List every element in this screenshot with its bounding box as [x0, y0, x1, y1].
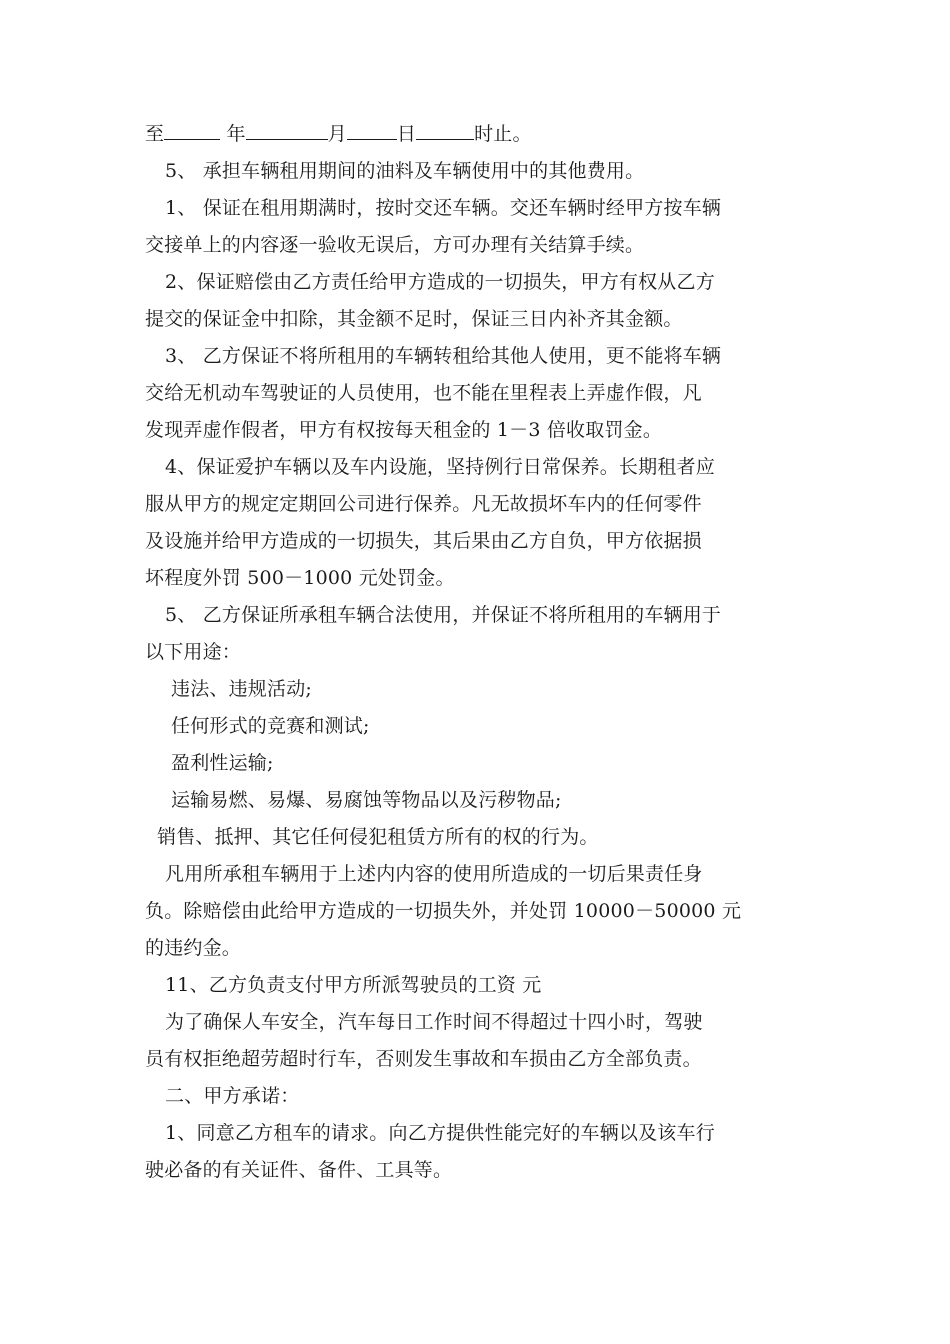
year-label: 年	[226, 123, 246, 145]
clause-maintenance: 4、保证爱护车辆以及车内设施，坚持例行日常保养。长期租者应	[165, 456, 715, 478]
clause-liability-cont-2: 的违约金。	[145, 937, 242, 959]
prohibited-use-item: 任何形式的竞赛和测试;	[171, 715, 370, 737]
clause-party-a-provide: 1、同意乙方租车的请求。向乙方提供性能完好的车辆以及该车行	[165, 1122, 715, 1144]
clause-driver-wages: 11、乙方负责支付甲方所派驾驶员的工资 元	[165, 974, 542, 996]
clause-return-vehicle: 1、 保证在租用期满时，按时交还车辆。交还车辆时经甲方按车辆	[165, 197, 722, 219]
clause-maintenance-cont-3: 坏程度外罚 500－1000 元处罚金。	[145, 567, 455, 589]
clause-no-sublease-cont-2: 发现弄虚作假者，甲方有权按每天租金的 1－3 倍收取罚金。	[145, 419, 663, 441]
month-label: 月	[327, 123, 347, 145]
clause-maintenance-cont-2: 及设施并给甲方造成的一切损失，其后果由乙方自负，甲方依据损	[145, 530, 702, 552]
clause-lawful-use: 5、 乙方保证所承租车辆合法使用，并保证不将所租用的车辆用于	[165, 604, 722, 626]
clause-party-a-provide-cont: 驶必备的有关证件、备件、工具等。	[145, 1159, 453, 1181]
date-range-line	[145, 116, 810, 153]
clause-compensation: 2、保证赔偿由乙方责任给甲方造成的一切损失，甲方有权从乙方	[165, 271, 715, 293]
clause-lawful-use-cont: 以下用途：	[145, 641, 242, 663]
day-blank	[347, 117, 397, 140]
clause-liability-cont-1: 负。除赔偿由此给甲方造成的一切损失外，并处罚 10000－50000 元	[145, 900, 742, 922]
prohibited-use-item: 运输易燃、易爆、易腐蚀等物品以及污秽物品;	[171, 789, 562, 811]
clause-liability: 凡用所承租车辆用于上述内内容的使用所造成的一切后果责任身	[165, 863, 703, 885]
date-prefix: 至	[145, 123, 165, 145]
month-blank	[246, 117, 328, 140]
clause-compensation-cont: 提交的保证金中扣除，其金额不足时，保证三日内补齐其金额。	[145, 308, 683, 330]
document-body	[145, 116, 810, 1189]
clause-work-hours: 为了确保人车安全，汽车每日工作时间不得超过十四小时，驾驶	[165, 1011, 703, 1033]
hour-blank	[416, 117, 474, 140]
prohibited-use-item: 盈利性运输;	[171, 752, 274, 774]
clause-return-vehicle-cont: 交接单上的内容逐一验收无误后，方可办理有关结算手续。	[145, 234, 645, 256]
prohibited-use-item: 违法、违规活动;	[171, 678, 313, 700]
day-label: 日	[396, 123, 417, 145]
clause-fuel-costs: 5、 承担车辆租用期间的油料及车辆使用中的其他费用。	[165, 160, 645, 182]
year-blank	[164, 117, 220, 140]
clause-work-hours-cont: 员有权拒绝超劳超时行车，否则发生事故和车损由乙方全部负责。	[145, 1048, 702, 1070]
date-suffix: 时止。	[474, 123, 532, 145]
prohibited-use-item: 销售、抵押、其它任何侵犯租赁方所有的权的行为。	[157, 826, 599, 848]
section-heading-party-a: 二、甲方承诺：	[165, 1085, 300, 1107]
clause-no-sublease: 3、 乙方保证不将所租用的车辆转租给其他人使用，更不能将车辆	[165, 345, 722, 367]
clause-maintenance-cont-1: 服从甲方的规定定期回公司进行保养。凡无故损坏车内的任何零件	[145, 493, 702, 515]
clause-no-sublease-cont-1: 交给无机动车驾驶证的人员使用，也不能在里程表上弄虚作假，凡	[145, 382, 702, 404]
